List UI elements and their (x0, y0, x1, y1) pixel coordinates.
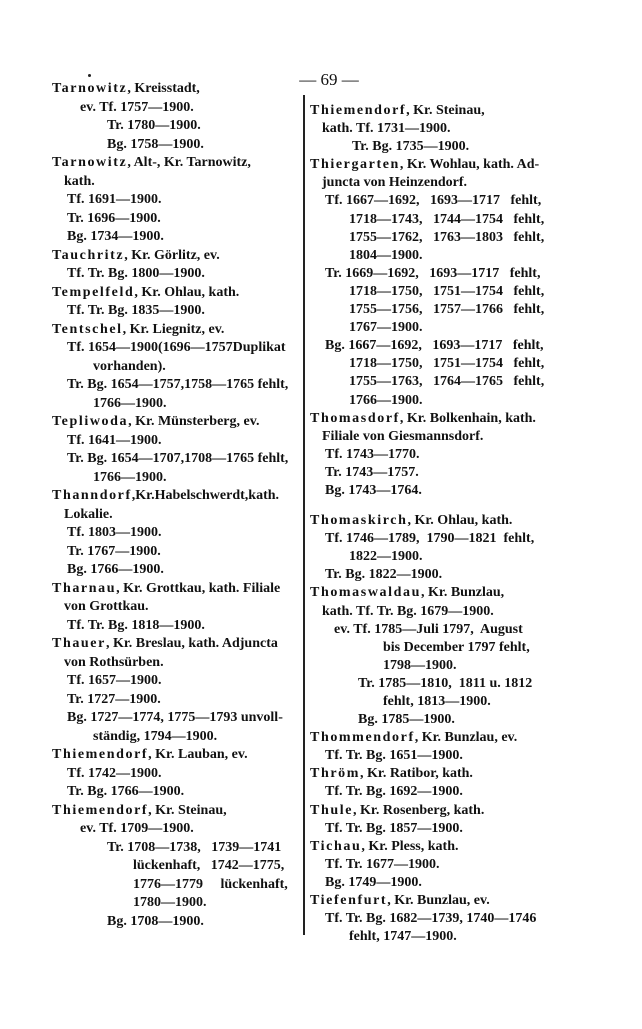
record-line: 1780—1900. (133, 895, 207, 910)
record-line: 1718—1750, 1751—1754 fehlt, (349, 283, 545, 299)
register-entry (310, 838, 588, 892)
entry-heading (52, 247, 302, 266)
record-line: Tr. Bg. 1735—1900. (352, 139, 470, 155)
record-line: ev. Tf. 1785—Juli 1797, August (334, 621, 523, 637)
register-entry (310, 802, 588, 838)
entry-heading (52, 321, 302, 340)
record-line: kath. (64, 173, 95, 189)
place-name: Thule (310, 802, 354, 818)
entry-heading (52, 284, 302, 303)
place-name: Tempelfeld (52, 284, 135, 300)
record-line: bis December 1797 fehlt, (383, 639, 530, 655)
entry-heading (52, 580, 302, 599)
record-line: Tf. 1746—1789, 1790—1821 fehlt, (325, 531, 535, 547)
place-name: Thröm (310, 766, 360, 782)
record-line: Tr. 1708—1738, 1739—1741 (107, 839, 282, 855)
entry-heading (52, 746, 302, 765)
register-entry (52, 746, 302, 802)
record-line: Tr. 1696—1900. (67, 210, 161, 226)
register-entry (52, 487, 302, 580)
record-line: Tr. 1669—1692, 1693—1717 fehlt, (325, 265, 541, 281)
place-name: Thiergarten (310, 157, 400, 173)
record-line: Tf. Tr. Bg. 1835—1900. (67, 303, 205, 318)
record-line: Tf. Tr. Bg. 1682—1739, 1740—1746 (325, 911, 537, 927)
record-line: ev. Tf. 1757—1900. (80, 99, 194, 115)
entry-heading (310, 512, 588, 530)
place-details: , Kr. Ohlau, kath. (407, 513, 513, 529)
record-line: Tr. 1785—1810, 1811 u. 1812 (358, 675, 533, 691)
page-number: — 69 — (299, 70, 359, 89)
record-line: 1822—1900. (349, 549, 423, 565)
place-name: Tharnau (52, 580, 117, 596)
entry-heading (310, 156, 588, 174)
entry-heading (310, 729, 588, 747)
record-line: Bg. 1758—1900. (107, 136, 204, 152)
place-details: , Kr. Grottkau, kath. Filiale (116, 580, 281, 596)
place-name: Tarnowitz (52, 155, 128, 170)
entry-heading (52, 635, 302, 654)
record-line: Tf. Tr. Bg. 1800—1900. (67, 266, 205, 281)
record-line: fehlt, 1747—1900. (349, 929, 457, 945)
record-line: Bg. 1766—1900. (67, 562, 164, 577)
place-name: Thomaskirch (310, 513, 408, 529)
place-details: , Kr. Bunzlau, ev. (387, 893, 490, 909)
place-details: , Kr. Ohlau, kath. (134, 284, 240, 300)
place-details: , Kr. Liegnitz, ev. (122, 321, 225, 337)
place-details: , Alt-, Kr. Tarnowitz, (127, 155, 251, 170)
entry-heading (310, 838, 588, 856)
entry-heading (310, 892, 588, 910)
place-details: , Kr. Münsterberg, ev. (128, 414, 260, 429)
record-line: 1755—1762, 1763—1803 fehlt, (349, 229, 545, 245)
record-line: Bg. 1708—1900. (107, 913, 204, 929)
entry-heading (310, 802, 588, 820)
register-entry (52, 154, 302, 247)
entry-heading (310, 765, 588, 783)
place-name: Tichau (310, 838, 362, 854)
record-line: Tr. 1767—1900. (67, 543, 161, 559)
record-line: von Rothsürben. (64, 654, 164, 670)
place-name: Thiemendorf (310, 103, 407, 118)
register-entry (52, 247, 302, 284)
record-line: Bg. 1785—1900. (358, 712, 455, 728)
place-name: Tepliwoda (52, 414, 129, 429)
record-line: ständig, 1794—1900. (93, 728, 218, 744)
place-details: , Kr. Rosenberg, kath. (353, 802, 485, 818)
record-line: juncta von Heinzendorf. (322, 175, 468, 191)
record-line: Tf. 1654—1900(1696—1757Duplikat (67, 340, 286, 355)
record-line: Bg. 1743—1764. (325, 482, 422, 498)
record-line: Tf. 1667—1692, 1693—1717 fehlt, (325, 193, 542, 209)
register-entry (310, 729, 588, 765)
record-line: Tr. Bg. 1822—1900. (325, 567, 443, 583)
record-line: Tr. Bg. 1654—1707,1708—1765 fehlt, (67, 451, 289, 466)
place-name: Tarnowitz (52, 81, 128, 96)
register-entry (52, 802, 302, 932)
record-line: Tr. Bg. 1654—1757,1758—1765 fehlt, (67, 377, 289, 392)
register-entry (310, 410, 588, 500)
register-entry (310, 765, 588, 801)
register-entry (310, 892, 588, 946)
register-entry (310, 102, 588, 156)
record-line: Tr. 1743—1757. (325, 464, 419, 480)
entry-heading (52, 80, 302, 99)
record-line: 1767—1900. (349, 320, 423, 336)
place-details: , Kr. Görlitz, ev. (124, 247, 220, 263)
record-line: 1755—1763, 1764—1765 fehlt, (349, 374, 545, 390)
record-line: Tr. Bg. 1766—1900. (67, 784, 185, 799)
place-details: ,Kr.Habelschwerdt,kath. (131, 488, 280, 503)
right-column (310, 102, 588, 946)
record-line: 1798—1900. (383, 657, 457, 673)
record-line: 1718—1743, 1744—1754 fehlt, (349, 211, 545, 227)
record-line: Tf. 1691—1900. (67, 192, 162, 207)
entry-gap (310, 500, 588, 512)
record-line: 1755—1756, 1757—1766 fehlt, (349, 302, 545, 318)
place-name: Thomasdorf (310, 410, 400, 426)
record-line: 1776—1779 lückenhaft, (133, 876, 288, 892)
register-entry (52, 321, 302, 414)
record-line: Tf. Tr. Bg. 1857—1900. (325, 820, 463, 836)
record-line: kath. Tf. Tr. Bg. 1679—1900. (322, 603, 494, 619)
record-line: ev. Tf. 1709—1900. (80, 821, 194, 836)
record-line: Bg. 1734—1900. (67, 229, 164, 244)
place-details: , Kr. Wohlau, kath. Ad- (399, 157, 540, 173)
place-name: Thauer (52, 636, 106, 651)
record-line: Tf. 1641—1900. (67, 432, 162, 448)
register-entry (310, 156, 588, 409)
record-line: lückenhaft, 1742—1775, (133, 858, 285, 873)
record-line: Bg. 1667—1692, 1693—1717 fehlt, (325, 338, 544, 354)
register-entry (52, 580, 302, 636)
entry-heading (310, 102, 588, 120)
place-details: , Kr. Bunzlau, (421, 585, 505, 601)
entry-heading (52, 413, 302, 432)
register-entry (52, 284, 302, 321)
register-entry (310, 584, 588, 729)
record-line: Tr. 1780—1900. (107, 118, 201, 133)
record-line: Tf. Tr. Bg. 1692—1900. (325, 784, 463, 800)
place-name: Thanndorf (52, 488, 132, 503)
record-line: 1718—1750, 1751—1754 fehlt, (349, 356, 545, 372)
entry-heading (52, 802, 302, 821)
record-line: Bg. 1749—1900. (325, 874, 422, 890)
record-line: kath. Tf. 1731—1900. (322, 121, 451, 137)
record-line: Tf. Tr. Bg. 1818—1900. (67, 617, 205, 633)
record-line: 1766—1900. (93, 395, 167, 411)
record-line: von Grottkau. (64, 599, 149, 614)
place-details: , Kr. Steinau, (148, 802, 227, 818)
place-details: , Kr. Steinau, (406, 103, 485, 118)
place-name: Tauchritz (52, 247, 125, 263)
place-details: , Kr. Lauban, ev. (148, 747, 248, 762)
record-line: 1766—1900. (349, 392, 423, 408)
place-name: Thommendorf (310, 730, 415, 746)
entry-heading (52, 154, 302, 173)
register-entry (52, 80, 302, 154)
place-name: Tiefenfurt (310, 893, 388, 909)
place-details: , Kr. Bunzlau, ev. (414, 730, 518, 746)
place-details: , Kreisstadt, (127, 81, 200, 96)
register-entry (310, 512, 588, 584)
place-name: Thiemendorf (52, 747, 149, 762)
place-name: Thiemendorf (52, 802, 149, 818)
record-line: Tf. 1657—1900. (67, 673, 162, 688)
entry-heading (310, 410, 588, 428)
register-entry (52, 635, 302, 746)
place-name: Thomaswaldau (310, 585, 422, 601)
record-line: 1804—1900. (349, 247, 423, 263)
record-line: Filiale von Giesmannsdorf. (322, 428, 484, 444)
place-name: Tentschel (52, 321, 123, 337)
record-line: Tf. 1803—1900. (67, 525, 162, 540)
record-line: vorhanden). (93, 358, 166, 374)
place-details: , Kr. Bolkenhain, kath. (399, 410, 536, 426)
record-line: fehlt, 1813—1900. (383, 694, 491, 709)
record-line: Tf. 1743—1770. (325, 446, 420, 462)
record-line: Tf. 1742—1900. (67, 765, 162, 781)
record-line: Bg. 1727—1774, 1775—1793 unvoll- (67, 710, 283, 725)
record-line: Lokalie. (64, 506, 113, 522)
record-line: Tf. Tr. 1677—1900. (325, 856, 440, 872)
left-column (52, 80, 302, 931)
register-entry (52, 413, 302, 487)
entry-heading (52, 487, 302, 506)
entry-heading (310, 584, 588, 602)
column-divider (303, 95, 305, 935)
place-details: , Kr. Pless, kath. (361, 838, 459, 854)
place-details: , Kr. Ratibor, kath. (360, 766, 473, 782)
record-line: Tr. 1727—1900. (67, 691, 161, 707)
place-details: , Kr. Breslau, kath. Adjuncta (105, 636, 278, 651)
record-line: Tf. Tr. Bg. 1651—1900. (325, 748, 463, 764)
record-line: 1766—1900. (93, 469, 167, 485)
